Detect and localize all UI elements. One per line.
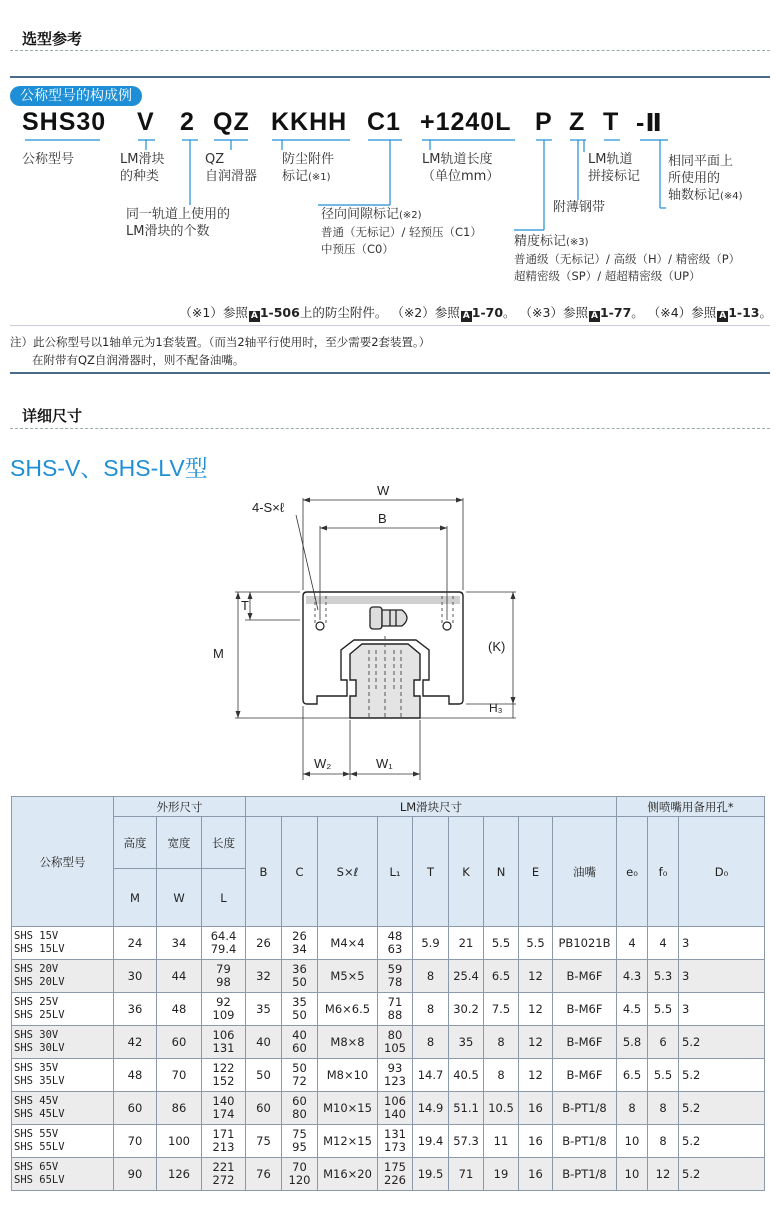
header-m: M xyxy=(114,869,157,927)
code-part-seal: KKHH xyxy=(271,108,348,136)
section-title-selection: 选型参考 xyxy=(22,30,83,48)
cell-w: 86 xyxy=(157,1092,202,1125)
cell-n: 19 xyxy=(484,1158,519,1191)
cell-e0: 5.8 xyxy=(617,1026,648,1059)
table-row xyxy=(12,1026,765,1059)
cell-e: 12 xyxy=(519,1059,553,1092)
cell-e: 12 xyxy=(519,1026,553,1059)
cell-w: 60 xyxy=(157,1026,202,1059)
cell-t: 14.9 xyxy=(413,1092,449,1125)
cell-nipple: B-M6F xyxy=(553,993,617,1026)
cell-s: M5×5 xyxy=(318,960,378,993)
cell-nipple: B-M6F xyxy=(553,960,617,993)
dimension-table xyxy=(11,796,765,1191)
cell-s: M10×15 xyxy=(318,1092,378,1125)
cell-b: 32 xyxy=(246,960,282,993)
cell-c: 75 95 xyxy=(282,1125,318,1158)
dim-label-k: (K) xyxy=(488,639,506,654)
cell-model: SHS 30V SHS 30LV xyxy=(12,1026,114,1059)
cell-nipple: PB1021B xyxy=(553,927,617,960)
caption-block-type: LM滑块 的种类 xyxy=(120,152,165,184)
cell-m: 90 xyxy=(114,1158,157,1191)
cell-s: M6×6.5 xyxy=(318,993,378,1026)
cell-t: 5.9 xyxy=(413,927,449,960)
caption-model-number: 公称型号 xyxy=(22,152,75,167)
cell-f0: 5.3 xyxy=(648,960,679,993)
caption-clearance: 径向间隙标记(※2) 普通（无标记）/ 轻预压（C1） 中预压（C0） xyxy=(321,207,482,256)
table-row xyxy=(12,1158,765,1191)
cell-k: 57.3 xyxy=(449,1125,484,1158)
cell-s: M8×10 xyxy=(318,1059,378,1092)
cell-c: 36 50 xyxy=(282,960,318,993)
header-length: 长度 xyxy=(202,817,246,869)
cell-n: 6.5 xyxy=(484,960,519,993)
cell-b: 40 xyxy=(246,1026,282,1059)
cell-w: 70 xyxy=(157,1059,202,1092)
cell-m: 24 xyxy=(114,927,157,960)
header-l: L xyxy=(202,869,246,927)
header-t: T xyxy=(413,817,449,927)
caption-block-count: 同一轨道上使用的 LM滑块的个数 xyxy=(126,207,231,239)
cell-f0: 5.5 xyxy=(648,1059,679,1092)
table-row xyxy=(12,993,765,1026)
cell-t: 19.4 xyxy=(413,1125,449,1158)
cell-m: 36 xyxy=(114,993,157,1026)
model-series-title: SHS-V、SHS-LV型 xyxy=(10,455,208,481)
cell-m: 30 xyxy=(114,960,157,993)
code-part-axes: -Ⅱ xyxy=(636,109,663,137)
model-composition-pill: 公称型号的构成例 xyxy=(10,86,142,106)
cell-n: 7.5 xyxy=(484,993,519,1026)
dim-label-b: B xyxy=(378,511,387,526)
header-f0: f₀ xyxy=(648,817,679,927)
cell-l1: 48 63 xyxy=(378,927,413,960)
caption-axes: 相同平面上 所使用的 轴数标记(※4) xyxy=(668,154,743,203)
table-row xyxy=(12,960,765,993)
header-width: 宽度 xyxy=(157,817,202,869)
dim-label-holes: 4-S×ℓ xyxy=(252,500,285,515)
code-part-block-count: 2 xyxy=(180,108,195,136)
code-part-rail-length: +1240L xyxy=(420,108,512,136)
cell-l: 171 213 xyxy=(202,1125,246,1158)
header-height: 高度 xyxy=(114,817,157,869)
cell-l: 122 152 xyxy=(202,1059,246,1092)
cell-model: SHS 55V SHS 55LV xyxy=(12,1125,114,1158)
caption-rail-joint: LM轨道 拼接标记 xyxy=(588,152,641,184)
cell-d0: 5.2 xyxy=(679,1125,765,1158)
cell-d0: 5.2 xyxy=(679,1059,765,1092)
table-row xyxy=(12,1125,765,1158)
divider xyxy=(10,325,770,326)
cell-d0: 5.2 xyxy=(679,1158,765,1191)
cell-model: SHS 15V SHS 15LV xyxy=(12,927,114,960)
cell-l: 221 272 xyxy=(202,1158,246,1191)
caption-rail-length: LM轨道长度 （单位mm） xyxy=(422,152,500,184)
code-part-clearance: C1 xyxy=(367,108,401,136)
cell-k: 21 xyxy=(449,927,484,960)
cell-n: 5.5 xyxy=(484,927,519,960)
dim-label-w: W xyxy=(377,483,390,498)
cell-k: 40.5 xyxy=(449,1059,484,1092)
cell-m: 60 xyxy=(114,1092,157,1125)
cell-f0: 6 xyxy=(648,1026,679,1059)
header-l1: L₁ xyxy=(378,817,413,927)
cell-w: 100 xyxy=(157,1125,202,1158)
cell-l1: 80 105 xyxy=(378,1026,413,1059)
cell-n: 8 xyxy=(484,1026,519,1059)
code-part-steel-tape: Z xyxy=(569,108,586,136)
cell-e0: 6.5 xyxy=(617,1059,648,1092)
cell-w: 34 xyxy=(157,927,202,960)
cell-c: 50 72 xyxy=(282,1059,318,1092)
cell-f0: 8 xyxy=(648,1092,679,1125)
cell-b: 60 xyxy=(246,1092,282,1125)
header-d0: D₀ xyxy=(679,817,765,927)
code-part-block-type: V xyxy=(137,108,155,136)
cell-m: 70 xyxy=(114,1125,157,1158)
cell-e0: 8 xyxy=(617,1092,648,1125)
header-k: K xyxy=(449,817,484,927)
cell-n: 11 xyxy=(484,1125,519,1158)
header-block: LM滑块尺寸 xyxy=(246,797,617,817)
cell-s: M8×8 xyxy=(318,1026,378,1059)
dim-label-m: M xyxy=(213,646,224,661)
cell-l1: 175 226 xyxy=(378,1158,413,1191)
cell-nipple: B-M6F xyxy=(553,1059,617,1092)
dim-label-w1: W₁ xyxy=(376,756,393,771)
cell-k: 30.2 xyxy=(449,993,484,1026)
header-e0: e₀ xyxy=(617,817,648,927)
cell-k: 51.1 xyxy=(449,1092,484,1125)
cell-model: SHS 65V SHS 65LV xyxy=(12,1158,114,1191)
cell-t: 19.5 xyxy=(413,1158,449,1191)
cell-d0: 5.2 xyxy=(679,1092,765,1125)
cell-k: 25.4 xyxy=(449,960,484,993)
dim-label-t: T xyxy=(241,598,249,613)
dim-label-w2: W₂ xyxy=(314,756,332,771)
cell-b: 50 xyxy=(246,1059,282,1092)
cell-d0: 3 xyxy=(679,993,765,1026)
cell-e0: 4.5 xyxy=(617,993,648,1026)
cell-n: 8 xyxy=(484,1059,519,1092)
cell-e0: 4 xyxy=(617,927,648,960)
cell-l1: 106 140 xyxy=(378,1092,413,1125)
cell-f0: 5.5 xyxy=(648,993,679,1026)
cell-l1: 59 78 xyxy=(378,960,413,993)
cell-e: 16 xyxy=(519,1158,553,1191)
cell-s: M12×15 xyxy=(318,1125,378,1158)
caption-accuracy: 精度标记(※3) 普通级（无标记）/ 高级（H）/ 精密级（P） 超精密级（SP）/ 超超精密级（UP） xyxy=(514,234,741,283)
header-c: C xyxy=(282,817,318,927)
cell-l: 140 174 xyxy=(202,1092,246,1125)
header-w: W xyxy=(157,869,202,927)
cell-w: 48 xyxy=(157,993,202,1026)
cross-section-drawing xyxy=(0,470,776,790)
header-nipple: 油嘴 xyxy=(553,817,617,927)
grease-nipple xyxy=(370,607,407,629)
cell-s: M4×4 xyxy=(318,927,378,960)
cell-model: SHS 25V SHS 25LV xyxy=(12,993,114,1026)
cell-w: 44 xyxy=(157,960,202,993)
cell-e0: 10 xyxy=(617,1125,648,1158)
cell-model: SHS 20V SHS 20LV xyxy=(12,960,114,993)
table-row xyxy=(12,1092,765,1125)
table-row xyxy=(12,927,765,960)
cell-nipple: B-M6F xyxy=(553,1026,617,1059)
caption-qz: QZ 自润滑器 xyxy=(205,152,258,184)
cell-b: 26 xyxy=(246,927,282,960)
cell-e0: 4.3 xyxy=(617,960,648,993)
cell-m: 42 xyxy=(114,1026,157,1059)
reference-notes: （※1）参照 A 1-506上的防尘附件。 （※2）参照 A 1-70。 （※3）参照 A 1-77。 （※4）参照 A 1-13。 xyxy=(179,305,772,321)
header-s: S×ℓ xyxy=(318,817,378,927)
caption-steel-tape: 附薄钢带 xyxy=(553,200,606,215)
cell-f0: 12 xyxy=(648,1158,679,1191)
cell-l1: 71 88 xyxy=(378,993,413,1026)
cell-e: 12 xyxy=(519,993,553,1026)
cell-n: 10.5 xyxy=(484,1092,519,1125)
cell-e: 16 xyxy=(519,1092,553,1125)
cell-k: 35 xyxy=(449,1026,484,1059)
header-outer: 外形尺寸 xyxy=(114,797,246,817)
code-part-accuracy: P xyxy=(535,108,553,136)
cell-t: 8 xyxy=(413,960,449,993)
cell-b: 75 xyxy=(246,1125,282,1158)
cell-l: 106 131 xyxy=(202,1026,246,1059)
cell-t: 8 xyxy=(413,1026,449,1059)
cell-e: 5.5 xyxy=(519,927,553,960)
cell-w: 126 xyxy=(157,1158,202,1191)
cell-e: 12 xyxy=(519,960,553,993)
cell-nipple: B-PT1/8 xyxy=(553,1158,617,1191)
cell-l: 79 98 xyxy=(202,960,246,993)
cell-model: SHS 35V SHS 35LV xyxy=(12,1059,114,1092)
cell-c: 35 50 xyxy=(282,993,318,1026)
note-line-2: 在附带有QZ自润滑器时，则不配备油嘴。 xyxy=(32,353,245,367)
header-side-nipple: 侧喷嘴用备用孔* xyxy=(617,797,765,817)
code-part-qz: QZ xyxy=(213,108,250,136)
section-title-dimensions: 详细尺寸 xyxy=(22,407,83,425)
header-b: B xyxy=(246,817,282,927)
note-line-1: 注）此公称型号以1轴单元为1套装置。（而当2轴平行使用时，至少需要2套装置。） xyxy=(10,335,431,349)
cell-t: 8 xyxy=(413,993,449,1026)
header-model: 公称型号 xyxy=(12,797,114,927)
cell-d0: 5.2 xyxy=(679,1026,765,1059)
cell-f0: 4 xyxy=(648,927,679,960)
caption-seal: 防尘附件 标记(※1) xyxy=(282,152,335,184)
cell-nipple: B-PT1/8 xyxy=(553,1092,617,1125)
cell-nipple: B-PT1/8 xyxy=(553,1125,617,1158)
header-n: N xyxy=(484,817,519,927)
cell-d0: 3 xyxy=(679,960,765,993)
cell-l1: 93 123 xyxy=(378,1059,413,1092)
cell-k: 71 xyxy=(449,1158,484,1191)
cell-d0: 3 xyxy=(679,927,765,960)
divider xyxy=(10,428,770,429)
code-part-joint: T xyxy=(603,108,620,136)
divider xyxy=(10,372,770,374)
cell-b: 35 xyxy=(246,993,282,1026)
header-e: E xyxy=(519,817,553,927)
cell-t: 14.7 xyxy=(413,1059,449,1092)
cell-c: 26 34 xyxy=(282,927,318,960)
cell-s: M16×20 xyxy=(318,1158,378,1191)
cell-c: 40 60 xyxy=(282,1026,318,1059)
cell-b: 76 xyxy=(246,1158,282,1191)
cell-model: SHS 45V SHS 45LV xyxy=(12,1092,114,1125)
table-row xyxy=(12,1059,765,1092)
dim-label-h3: H₃ xyxy=(489,701,503,715)
cell-e0: 10 xyxy=(617,1158,648,1191)
cell-e: 16 xyxy=(519,1125,553,1158)
cell-l: 92 109 xyxy=(202,993,246,1026)
cell-m: 48 xyxy=(114,1059,157,1092)
cell-f0: 8 xyxy=(648,1125,679,1158)
cell-l1: 131 173 xyxy=(378,1125,413,1158)
code-part-model: SHS30 xyxy=(22,108,107,136)
cell-l: 64.4 79.4 xyxy=(202,927,246,960)
cell-c: 60 80 xyxy=(282,1092,318,1125)
cell-c: 70 120 xyxy=(282,1158,318,1191)
